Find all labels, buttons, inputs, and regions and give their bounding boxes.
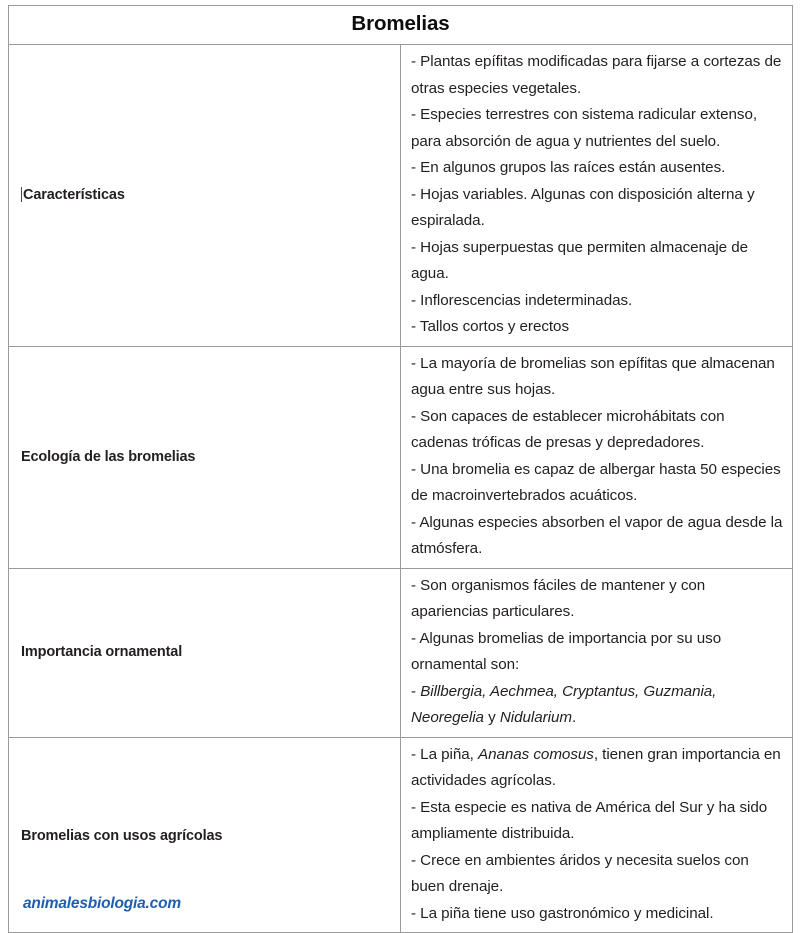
row-label-ecologia (9, 346, 401, 568)
content-line: - Una bromelia es capaz de albergar hasta 50 especies de macroinvertebrados acuáticos. (411, 460, 781, 504)
row-label-text: Ecología de las bromelias (21, 448, 196, 465)
row-label-text: Características (21, 186, 392, 205)
row-label-usos-agricolas (9, 737, 401, 933)
content-line: - Son capaces de establecer microhábitats con cadenas tróficas de presas y depredadores. (411, 407, 725, 451)
table-body (9, 45, 793, 933)
content-line: - La mayoría de bromelias son epífitas que almacenan agua entre sus hojas. (411, 354, 775, 398)
row-content-caracteristicas (401, 45, 793, 347)
row-content-usos-agricolas (401, 737, 793, 933)
bromelias-table (8, 5, 793, 933)
table-header (9, 6, 793, 45)
page-title: Bromelias (9, 6, 793, 45)
content-line: - Especies terrestres con sistema radicular extenso, para absorción de agua y nutrientes del suelo. (411, 106, 758, 150)
content-line: - Crece en ambientes áridos y necesita suelos con buen drenaje. (411, 851, 749, 895)
content-line: - Algunas especies absorben el vapor de agua desde la atmósfera. (411, 513, 783, 557)
table-row (9, 45, 793, 347)
content-line: - Esta especie es nativa de América del Sur y ha sido ampliamente distribuida. (411, 798, 768, 842)
row-label-importancia-ornamental (9, 568, 401, 737)
row-label-caracteristicas (9, 45, 401, 347)
content-line: - Son organismos fáciles de mantener y con apariencias particulares. (411, 576, 706, 620)
row-label-text: Bromelias con usos agrícolas (21, 828, 223, 845)
content-line: - La piña tiene uso gastronómico y medicinal. (411, 904, 714, 922)
content-line: - En algunos grupos las raíces están ausentes. (411, 159, 726, 176)
table-row (9, 346, 793, 568)
content-line: - Tallos cortos y erectos (411, 318, 569, 335)
content-line: - Hojas variables. Algunas con disposición alterna y espiralada. (411, 185, 755, 229)
site-watermark: animalesbiologia.com (23, 894, 181, 912)
row-label-text: Importancia ornamental (21, 644, 183, 661)
row-content-importancia-ornamental (401, 568, 793, 737)
content-line: - Algunas bromelias de importancia por su uso ornamental son: (411, 629, 722, 673)
content-line: - Inflorescencias indeterminadas. (411, 291, 633, 309)
table-header-row (9, 6, 793, 45)
table-row (9, 737, 793, 933)
content-line-pina: - La piña, Ananas comosus, tienen gran importancia en actividades agrícolas. (411, 745, 781, 789)
table-row (9, 568, 793, 737)
content-line: - Hojas superpuestas que permiten almacenaje de agua. (411, 238, 749, 282)
content-line-genera: - Billbergia, Aechmea, Cryptantus, Guzmania, Neoregelia y Nidularium. (411, 682, 717, 726)
content-line: - Plantas epífitas modificadas para fijarse a cortezas de otras especies vegetales. (411, 53, 782, 97)
row-content-ecologia (401, 346, 793, 568)
label-stack (21, 762, 392, 912)
